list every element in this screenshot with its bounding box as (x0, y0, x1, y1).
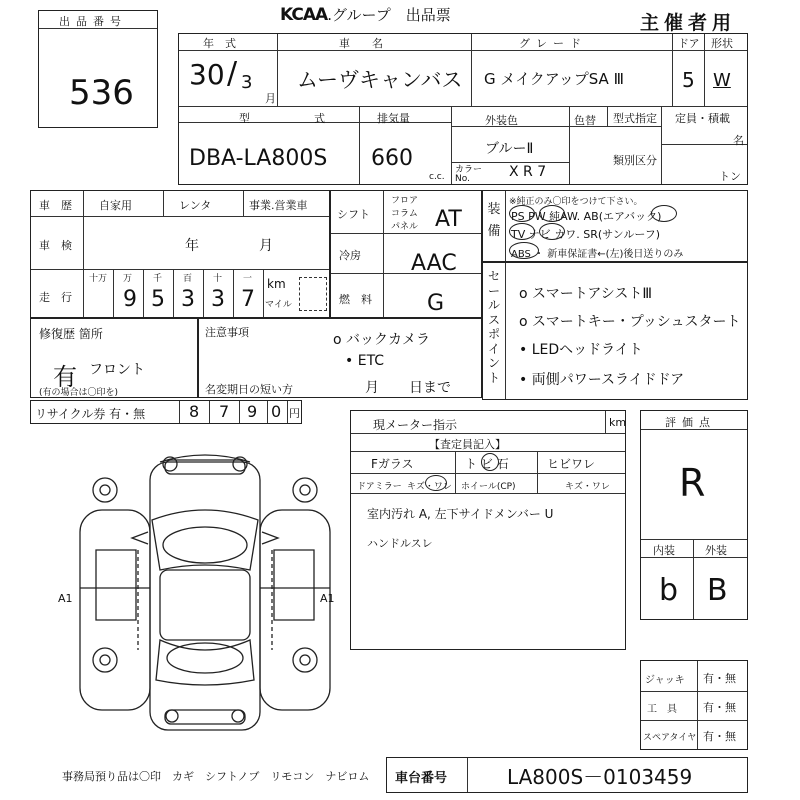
grade-label: グレード (519, 37, 587, 50)
office-note: 事務局預り品は〇印 カギ シフトノブ リモコン ナビロム (62, 770, 370, 783)
circle-ps (509, 205, 535, 222)
mile-label: マイル (265, 300, 292, 310)
equipment-row3: ABS ・ 新車保証書←(左)後日送りのみ (511, 249, 684, 260)
f-glass-label: Fガラス (371, 457, 414, 471)
chassis-box (386, 757, 748, 793)
shift-label: シフト (337, 208, 370, 221)
business-option: 事業.営業車 (249, 199, 308, 212)
circle-pw (539, 205, 565, 222)
name-label: 車 名 (339, 37, 383, 50)
inspection-label: 車 検 (39, 239, 72, 252)
circle-tv (509, 223, 535, 240)
name-change-label: 名変期日の短い方 (205, 383, 293, 396)
sales-points-box (482, 262, 748, 400)
sales-point-item: o スマートキー・プッシュスタート (519, 314, 741, 330)
tool-value: 有・無 (703, 701, 736, 714)
lot-number-value: 536 (69, 73, 134, 113)
shift-floor: フロア (391, 196, 419, 206)
model-label: 型 式 (239, 112, 339, 125)
history-label: 車 歴 (39, 199, 72, 212)
color-no-value: X R 7 (509, 164, 547, 180)
inspection-year-unit: 年 (185, 238, 199, 254)
circle-ab (651, 205, 677, 222)
name-change-month: 月 (365, 380, 379, 396)
equipment-row2: TV ナビ カワ. SR(サンルーフ) (511, 228, 661, 241)
shape-value: W (713, 70, 731, 91)
inspector-comment-1: 室内汚れ A, 左下サイドメンバー U (367, 507, 554, 521)
lot-number-label: 出品番号 (59, 15, 127, 28)
title-text: .グループ 出品票 (327, 6, 451, 24)
fuel-label: 燃 料 (339, 293, 372, 306)
class-label: 類別区分 (613, 154, 657, 167)
mileage-digit: 7 (241, 287, 255, 312)
repair-location: フロント (89, 362, 145, 378)
digit-label-10: 十 (213, 274, 223, 284)
month-value: 3 (241, 72, 253, 93)
digit-label-1: 一 (243, 274, 253, 284)
spare-value: 有・無 (703, 730, 736, 743)
type-designation-label: 型式指定 (613, 112, 657, 125)
month-unit: 月 (265, 92, 276, 105)
mileage-digit: 3 (181, 287, 195, 312)
diagram-mark-right: A1 (320, 592, 335, 605)
recycle-label: リサイクル券 有・無 (35, 407, 146, 421)
repair-note: (有の場合は〇印を) (39, 388, 119, 398)
organizer-label: 主催者用 (640, 12, 737, 34)
inspection-month-unit: 月 (259, 238, 273, 254)
digit-label-100: 百 (183, 274, 193, 284)
equipment-note: ※純正のみ〇印をつけて下さい。 (509, 197, 643, 207)
recycle-digit: 8 (189, 402, 200, 421)
color-change-label: 色替 (574, 114, 596, 127)
score-label: 評価点 (665, 416, 716, 429)
fuel-value: G (427, 291, 445, 316)
mileage-digit: 5 (151, 287, 165, 312)
mileage-label: 走 行 (39, 291, 72, 304)
displacement-value: 660 (371, 146, 413, 171)
inspector-section-label: 【査定員記入】 (429, 438, 506, 451)
capacity-unit-persons: 名 (733, 134, 744, 147)
grades-box (640, 410, 748, 620)
name-change-day: 日まで (409, 380, 451, 396)
rental-option: レンタ (179, 199, 212, 212)
notice-item: o バックカメラ (333, 332, 431, 348)
exterior-label: 外装 (705, 544, 727, 557)
exterior-color-value: ブルーⅡ (485, 141, 534, 157)
notices-box (198, 318, 482, 398)
jack-label: ジャッキ (645, 675, 685, 686)
grade-value: G メイクアップSA Ⅲ (484, 70, 624, 88)
private-use-option: 自家用 (99, 199, 132, 212)
score-value: R (679, 461, 706, 505)
capacity-unit-tons: トン (719, 170, 741, 183)
exterior-value: B (707, 573, 728, 608)
ac-label: 冷房 (339, 249, 361, 262)
interior-label: 内装 (653, 544, 675, 557)
drivetrain-table (330, 190, 482, 318)
equipment-side-label: 装備 (487, 202, 501, 239)
sales-point-item: • LEDヘッドライト (519, 342, 643, 358)
shift-panel: パネル (391, 222, 419, 232)
repair-value: 有 (53, 363, 77, 391)
inspector-comment-2: ハンドルスレ (367, 537, 433, 550)
wheel-label: ホイール(CP) (461, 482, 516, 492)
model-value: DBA-LA800S (189, 146, 328, 171)
lot-number-box (38, 10, 158, 128)
jack-value: 有・無 (703, 672, 736, 685)
circle-abs (509, 242, 539, 259)
recycle-digit: 7 (219, 402, 230, 421)
shift-value: AT (435, 207, 462, 232)
digit-label-10k: 万 (123, 274, 133, 284)
mileage-digit: 9 (123, 287, 137, 312)
chassis-value: LA800S－0103459 (507, 765, 693, 789)
car-damage-diagram (60, 440, 370, 740)
cc-unit: c.c. (429, 172, 445, 182)
mileage-digit: 3 (211, 287, 225, 312)
capacity-label: 定員・積載 (675, 112, 730, 125)
meter-unit: km (609, 416, 627, 429)
exterior-color-label: 外装色 (485, 114, 518, 127)
sales-points-side-label: セールスポイント (487, 269, 500, 385)
sales-point-item: o スマートアシストⅢ (519, 286, 652, 302)
door-mirror-option: キズ・ワレ (407, 482, 452, 492)
doors-label: ドア (678, 37, 700, 50)
digit-label-100k: 十万 (89, 274, 108, 284)
equipment-box (482, 190, 748, 262)
interior-value: b (659, 573, 679, 608)
ac-value: AAC (411, 251, 457, 276)
recycle-unit: 円 (289, 407, 300, 420)
km-label: km (267, 277, 286, 291)
year-label: 年 式 (203, 37, 236, 50)
wheel-option: キズ・ワレ (565, 482, 610, 492)
recycle-digit: 9 (247, 402, 258, 421)
color-no-label: カラー No. (455, 165, 483, 184)
vehicle-info-table (178, 33, 748, 185)
year-value: 30 (189, 58, 225, 91)
notices-label: 注意事項 (205, 326, 249, 339)
tools-box (640, 660, 748, 750)
sales-point-item: • 両側パワースライドドア (519, 372, 685, 388)
shape-label: 形状 (711, 37, 733, 50)
spare-label: スペアタイヤ (643, 733, 697, 743)
crack-label: ヒビワレ (547, 457, 596, 471)
notice-item: • ETC (345, 353, 385, 369)
door-mirror-circle (425, 475, 447, 491)
diagram-mark-left: A1 (58, 592, 73, 605)
digit-label-1k: 千 (153, 274, 163, 284)
chip-circle (481, 453, 499, 471)
chassis-label: 車台番号 (395, 771, 448, 786)
recycle-digit: 0 (271, 402, 282, 421)
tool-label: 工 具 (647, 704, 677, 715)
brand-logo: KCAA (280, 5, 328, 25)
displacement-label: 排気量 (377, 112, 410, 125)
doors-value: 5 (682, 68, 695, 92)
circle-navi (539, 223, 565, 240)
form-title (280, 4, 451, 25)
meter-label: 現メーター指示 (373, 418, 458, 432)
inspector-box (350, 410, 626, 650)
mile-checkbox (299, 277, 327, 311)
usage-table (30, 190, 330, 318)
shift-column: コラム (391, 209, 418, 219)
repair-history-box (30, 318, 198, 398)
equipment-row1: PS PW 純AW. AB(エアバック) (511, 210, 662, 223)
repair-label: 修復歴 箇所 (39, 327, 103, 341)
car-name-value: ムーヴキャンバス (297, 68, 463, 92)
year-slash: / (227, 56, 238, 91)
recycle-box (30, 400, 302, 424)
door-mirror-label: ドアミラー (357, 482, 402, 492)
chip-label: ト ビ 石 (465, 457, 509, 471)
